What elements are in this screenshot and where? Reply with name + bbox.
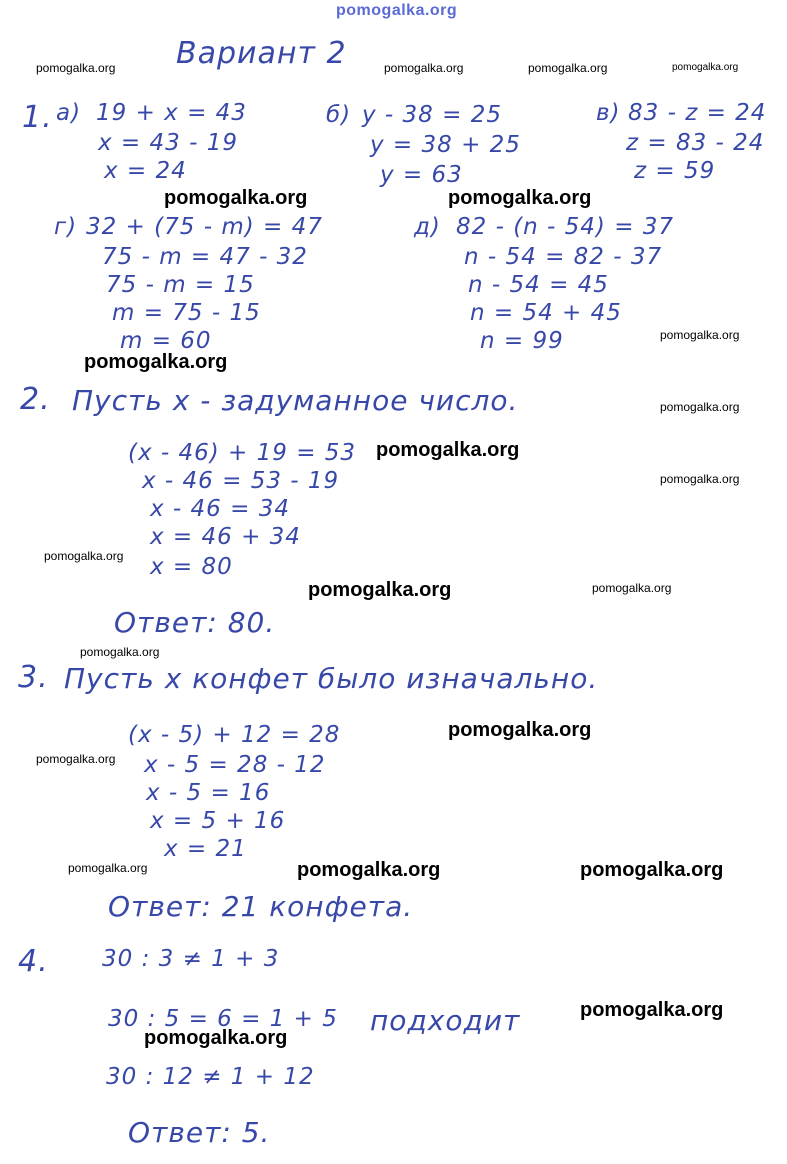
equation-line: x - 46 = 34 bbox=[150, 496, 290, 522]
equation-line: x = 5 + 16 bbox=[150, 808, 286, 834]
equation-line: x - 5 = 16 bbox=[146, 780, 271, 806]
watermark: pomogalka.org bbox=[308, 579, 452, 601]
equation-line: 30 : 5 = 6 = 1 + 5 bbox=[108, 1006, 338, 1032]
task-number: 2. bbox=[20, 382, 51, 417]
equation-line: m = 60 bbox=[120, 328, 212, 354]
subtask-label: б) bbox=[326, 102, 352, 128]
equation-line: x - 5 = 28 - 12 bbox=[144, 752, 326, 778]
equation-line: m = 75 - 15 bbox=[112, 300, 261, 326]
watermark: pomogalka.org bbox=[660, 472, 740, 486]
equation-line: x = 80 bbox=[150, 554, 233, 580]
subtask-label: в) bbox=[596, 100, 621, 126]
watermark: pomogalka.org bbox=[84, 351, 228, 373]
watermark: pomogalka.org bbox=[528, 61, 608, 75]
watermark: pomogalka.org bbox=[672, 62, 739, 73]
equation-line: y = 63 bbox=[380, 162, 463, 188]
watermark: pomogalka.org bbox=[164, 187, 308, 209]
equation-line: n - 54 = 45 bbox=[468, 272, 609, 298]
watermark: pomogalka.org bbox=[580, 859, 724, 881]
answer: Ответ: 21 конфета. bbox=[108, 890, 414, 923]
task-intro: Пусть x - задуманное число. bbox=[72, 384, 519, 417]
equation-line: n - 54 = 82 - 37 bbox=[464, 244, 663, 270]
equation-line: y - 38 = 25 bbox=[362, 102, 502, 128]
task-number: 4. bbox=[18, 944, 49, 979]
watermark: pomogalka.org bbox=[660, 328, 740, 342]
equation-line: 19 + x = 43 bbox=[96, 100, 247, 126]
watermark: pomogalka.org bbox=[144, 1027, 288, 1049]
equation-line: 30 : 3 ≠ 1 + 3 bbox=[102, 946, 280, 972]
subtask-label: а) bbox=[56, 100, 82, 126]
equation-line: 30 : 12 ≠ 1 + 12 bbox=[106, 1064, 315, 1090]
equation-line: x = 24 bbox=[104, 158, 187, 184]
answer: Ответ: 5. bbox=[128, 1116, 271, 1149]
watermark: pomogalka.org bbox=[592, 581, 672, 595]
equation-line: (x - 46) + 19 = 53 bbox=[128, 440, 357, 466]
equation-line: 83 - z = 24 bbox=[628, 100, 767, 126]
watermark: pomogalka.org bbox=[44, 549, 124, 563]
equation-line: n = 99 bbox=[480, 328, 564, 354]
equation-line: 82 - (n - 54) = 37 bbox=[456, 214, 675, 240]
watermark: pomogalka.org bbox=[297, 859, 441, 881]
fits-note: подходит bbox=[370, 1004, 521, 1037]
watermark: pomogalka.org bbox=[448, 187, 592, 209]
equation-line: y = 38 + 25 bbox=[370, 132, 521, 158]
task-number: 3. bbox=[18, 660, 49, 695]
watermark: pomogalka.org bbox=[376, 439, 520, 461]
task-number: 1. bbox=[22, 100, 53, 135]
watermark: pomogalka.org bbox=[36, 752, 116, 766]
equation-line: x = 43 - 19 bbox=[98, 130, 238, 156]
equation-line: 75 - m = 15 bbox=[106, 272, 255, 298]
watermark-top: pomogalka.org bbox=[336, 2, 458, 19]
watermark: pomogalka.org bbox=[384, 61, 464, 75]
equation-line: (x - 5) + 12 = 28 bbox=[128, 722, 341, 748]
watermark: pomogalka.org bbox=[660, 400, 740, 414]
watermark: pomogalka.org bbox=[80, 645, 160, 659]
subtask-label: д) bbox=[414, 214, 441, 240]
equation-line: x = 21 bbox=[164, 836, 247, 862]
equation-line: 32 + (75 - m) = 47 bbox=[86, 214, 323, 240]
equation-line: x = 46 + 34 bbox=[150, 524, 301, 550]
subtask-label: г) bbox=[54, 214, 78, 240]
equation-line: n = 54 + 45 bbox=[470, 300, 622, 326]
equation-line: 75 - m = 47 - 32 bbox=[102, 244, 308, 270]
watermark: pomogalka.org bbox=[36, 61, 116, 75]
equation-line: z = 59 bbox=[634, 158, 716, 184]
equation-line: z = 83 - 24 bbox=[626, 130, 765, 156]
watermark: pomogalka.org bbox=[448, 719, 592, 741]
watermark: pomogalka.org bbox=[580, 999, 724, 1021]
equation-line: x - 46 = 53 - 19 bbox=[142, 468, 340, 494]
page-title: Вариант 2 bbox=[176, 36, 347, 71]
watermark: pomogalka.org bbox=[68, 861, 148, 875]
answer: Ответ: 80. bbox=[114, 606, 276, 639]
task-intro: Пусть x конфет было изначально. bbox=[64, 662, 599, 695]
